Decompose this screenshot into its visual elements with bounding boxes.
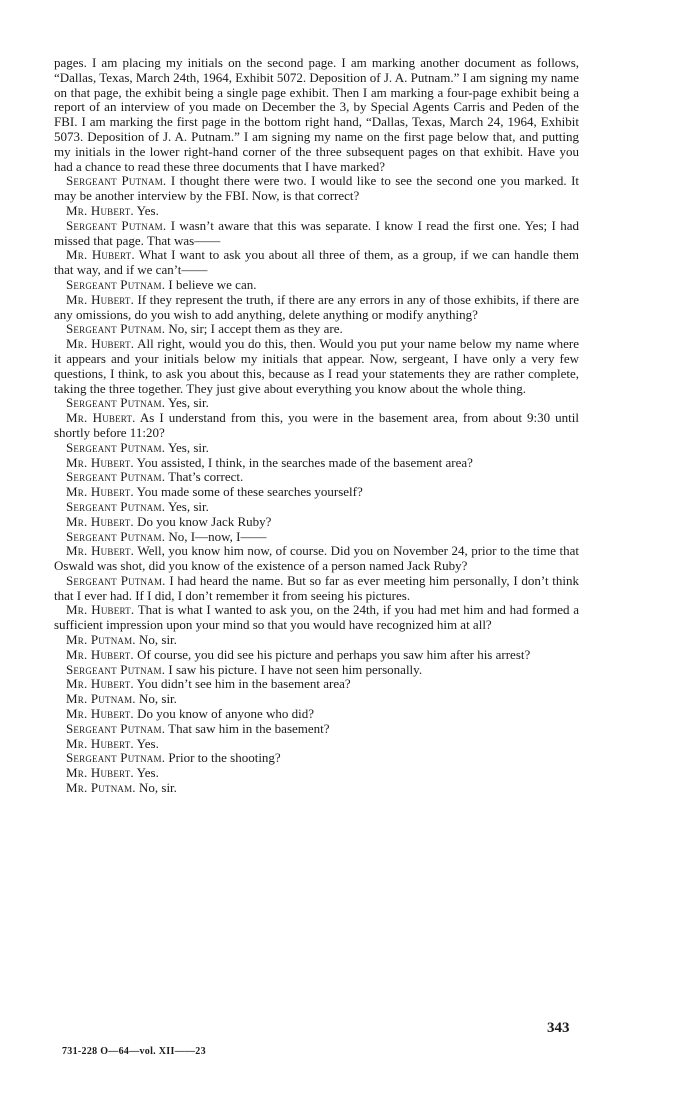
paragraph-text: Yes. <box>136 765 159 781</box>
paragraph-text: Of course, you did see his picture and perhaps you saw him after his arrest? <box>137 646 531 662</box>
speaker-name: Sergeant Putnam. <box>66 173 167 189</box>
paragraph-text: Do you know of anyone who did? <box>137 706 315 722</box>
paragraph <box>54 441 579 456</box>
speaker-name: Mr. Hubert. <box>66 706 134 722</box>
paragraph-text: As I understand from this, you were in the basement area, from about 9:30 until shortly before 11:20? <box>54 410 579 440</box>
paragraph-text: Well, you know him now, of course. Did you on November 24, prior to the time that Oswald was shot, did you know of the existence of a person named Jack Ruby? <box>54 543 580 574</box>
paragraph <box>54 411 579 441</box>
paragraph-text: If they represent the truth, if there are any errors in any of those exhibits, if there are any omissions, do you wish to add anything, delete anything or modify anything? <box>54 291 579 322</box>
paragraph <box>54 500 579 515</box>
paragraph-text: All right, would you do this, then. Would you put your name below my name where it appears and your initials below my initials that appear. Now, sergeant, I have only a very few questions, I think, to ask you about this, because as I read your statements they are rather complete, taking the three together. They just give about everything you know about the whole thing. <box>54 336 579 396</box>
speaker-name: Sergeant Putnam. <box>66 439 166 455</box>
paragraph-text: I saw his picture. I have not seen him personally. <box>168 661 423 677</box>
paragraph-text: Prior to the shooting? <box>168 750 281 766</box>
paragraph-text: You didn’t see him in the basement area? <box>136 676 351 692</box>
paragraph-text: I wasn’t aware that this was separate. I know I read the first one. Yes; I had missed that page. That was—— <box>54 217 580 248</box>
page-number: 343 <box>547 1020 570 1036</box>
paragraph-text: You assisted, I think, in the searches made of the basement area? <box>136 454 473 470</box>
speaker-name: Mr. Hubert. <box>66 602 135 618</box>
paragraph-text: No, sir; I accept them as they are. <box>168 321 343 337</box>
speaker-name: Mr. Hubert. <box>66 543 135 559</box>
paragraph-text: I thought there were two. I would like to see the second one you marked. It may be another interview by the FBI. Now, is that correct? <box>54 173 580 204</box>
paragraph <box>54 278 579 293</box>
speaker-name: Mr. Hubert. <box>66 646 134 662</box>
paragraph <box>54 293 579 323</box>
paragraph-text: That is what I wanted to ask you, on the 24th, if you had met him and had formed a sufficient impression upon your mind so that you would have recognized him at all? <box>54 602 579 633</box>
paragraph <box>54 737 579 752</box>
speaker-name: Sergeant Putnam. <box>66 498 166 514</box>
paragraph <box>54 322 579 337</box>
speaker-name: Mr. Hubert. <box>66 291 135 307</box>
paragraph <box>54 515 579 530</box>
paragraph <box>54 456 579 471</box>
paragraph <box>54 648 579 663</box>
paragraph <box>54 204 579 219</box>
speaker-name: Mr. Hubert. <box>66 513 134 529</box>
paragraph <box>54 722 579 737</box>
paragraph <box>54 248 579 278</box>
paragraph-text: Do you know Jack Ruby? <box>137 513 272 529</box>
paragraph <box>54 530 579 545</box>
paragraph-text: Yes. <box>136 735 159 751</box>
paragraph <box>54 574 579 604</box>
speaker-name: Mr. Hubert. <box>66 247 135 263</box>
paragraph <box>54 396 579 411</box>
speaker-name: Sergeant Putnam. <box>66 276 166 292</box>
paragraph-text: Yes. <box>136 202 159 218</box>
speaker-name: Sergeant Putnam. <box>66 217 167 233</box>
speaker-name: Mr. Hubert. <box>66 454 134 470</box>
paragraph <box>54 766 579 781</box>
print-code: 731-228 O—64—vol. XII——23 <box>62 1046 206 1057</box>
paragraph-text: That saw him in the basement? <box>168 720 330 736</box>
speaker-name: Sergeant Putnam. <box>66 469 166 485</box>
speaker-name: Sergeant Putnam. <box>66 528 166 544</box>
paragraph <box>54 781 579 796</box>
speaker-name: Mr. Hubert. <box>66 484 134 500</box>
testimony-text <box>54 56 579 796</box>
paragraph <box>54 677 579 692</box>
paragraph-text: Yes, sir. <box>167 498 209 514</box>
speaker-name: Sergeant Putnam. <box>66 321 166 337</box>
paragraph-text: No, sir. <box>139 632 177 648</box>
paragraph-text: No, I—now, I—— <box>168 528 267 544</box>
paragraph <box>54 174 579 204</box>
speaker-name: Mr. Hubert. <box>66 410 136 426</box>
paragraph <box>54 56 579 174</box>
paragraph <box>54 603 579 633</box>
paragraph-text: What I want to ask you about all three of them, as a group, if we can handle them that way, and if we can’t—— <box>54 247 579 278</box>
speaker-name: Mr. Hubert. <box>66 336 135 352</box>
speaker-name: Mr. Hubert. <box>66 735 134 751</box>
paragraph <box>54 337 579 396</box>
paragraph <box>54 633 579 648</box>
speaker-name: Sergeant Putnam. <box>66 720 166 736</box>
paragraph-text: No, sir. <box>139 691 177 707</box>
paragraph <box>54 219 579 249</box>
paragraph-text: I believe we can. <box>168 276 257 292</box>
paragraph <box>54 692 579 707</box>
speaker-name: Mr. Putnam. <box>66 691 136 707</box>
speaker-name: Sergeant Putnam. <box>66 395 166 411</box>
paragraph-text: Yes, sir. <box>167 395 209 411</box>
paragraph-text: You made some of these searches yourself? <box>136 484 363 500</box>
paragraph-text: No, sir. <box>139 780 177 796</box>
paragraph-text: I had heard the name. But so far as ever meeting him personally, I don’t think that I ever had. If I did, I don’t remember it from seeing his pictures. <box>54 572 579 603</box>
paragraph-text: That’s correct. <box>168 469 244 485</box>
speaker-name: Mr. Hubert. <box>66 765 134 781</box>
paragraph <box>54 663 579 678</box>
paragraph <box>54 470 579 485</box>
paragraph <box>54 751 579 766</box>
paragraph-text: Yes, sir. <box>167 439 209 455</box>
speaker-name: Sergeant Putnam. <box>66 750 166 766</box>
speaker-name: Mr. Putnam. <box>66 780 136 796</box>
paragraph <box>54 544 579 574</box>
speaker-name: Sergeant Putnam. <box>66 572 166 588</box>
speaker-name: Sergeant Putnam. <box>66 661 166 677</box>
speaker-name: Mr. Hubert. <box>66 676 134 692</box>
speaker-name: Mr. Hubert. <box>66 202 134 218</box>
paragraph <box>54 707 579 722</box>
speaker-name: Mr. Putnam. <box>66 632 136 648</box>
paragraph <box>54 485 579 500</box>
paragraph-text: pages. I am placing my initials on the second page. I am marking another document as follows, “Dallas, Texas, March 24th, 1964, Exhibit 5072. Deposition of J. A. Putnam.” I am signing my name on that page, the exhibit being a single page exhibit. Then I am marking a four-page exhibit being a report of an interview of you made on December the 3, by Special Agents Carris and Peden of the FBI. I am marking the first page in the bottom right hand, “Dallas, Texas, March 24, 1964, Exhibit 5073. Deposition of J. A. Putnam.” I am signing my name on the first page below that, and putting my initials in the lower right-hand corner of the three subsequent pages on that exhibit. Have you had a chance to read these three documents that I have marked? <box>54 55 579 174</box>
